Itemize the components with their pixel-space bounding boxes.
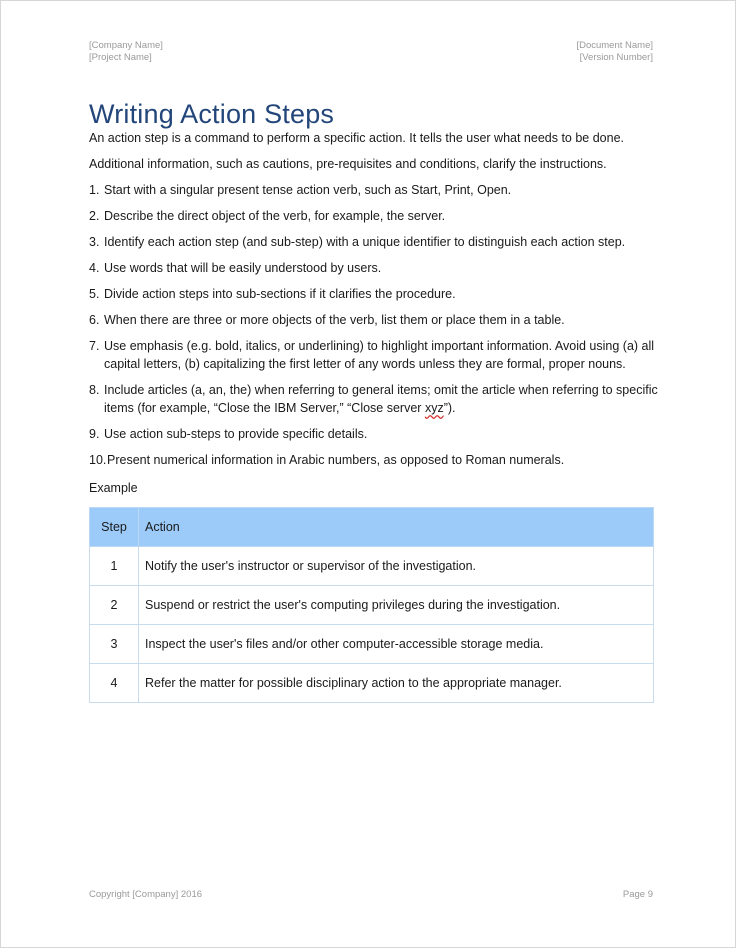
document-name: [Document Name] (576, 40, 653, 51)
list-item (89, 207, 659, 225)
list-item-number: 10. (89, 453, 107, 467)
list-item-text: Identify each action step (and sub-step) with a unique identifier to distinguish each action step. (104, 235, 626, 249)
list-item-number: 8. (89, 383, 100, 397)
list-item-text: Use emphasis (e.g. bold, italics, or underlining) to highlight important information. Avoid using (a) all capital letters, (b) capitalizing the first letter of any words unless they are formal, proper nouns. (104, 339, 655, 371)
intro-paragraph-2: Additional information, such as cautions, pre-requisites and conditions, clarify the instructions. (89, 157, 607, 171)
list-item (89, 233, 659, 251)
company-name: [Company Name] (89, 40, 163, 51)
footer-page-number: Page 9 (622, 889, 653, 900)
list-item-text: Use action sub-steps to provide specific details. (104, 427, 368, 441)
table-row (90, 586, 654, 625)
step-cell: 3 (90, 625, 139, 664)
step-cell: 2 (90, 586, 139, 625)
list-item-text: Start with a singular present tense action verb, such as Start, Print, Open. (104, 183, 512, 197)
action-cell: Notify the user's instructor or supervisor of the investigation. (139, 547, 654, 586)
list-item (89, 451, 659, 469)
misspelled-word: xyz (424, 401, 444, 415)
table-row (90, 664, 654, 703)
action-cell: Inspect the user's files and/or other computer-accessible storage media. (139, 625, 654, 664)
list-item-text-part: Include articles (a, an, the) when referring to general items; omit the article when referring to specific items (for example, “Close the IBM Server,” “Close server (104, 383, 658, 415)
action-cell: Refer the matter for possible disciplinary action to the appropriate manager. (139, 664, 654, 703)
project-name: [Project Name] (89, 52, 152, 63)
list-item-text (104, 381, 659, 417)
step-cell: 4 (90, 664, 139, 703)
list-item-number: 1. (89, 183, 100, 197)
list-item-text: Present numerical information in Arabic numbers, as opposed to Roman numerals. (107, 453, 565, 467)
example-table (89, 507, 654, 703)
example-label: Example (89, 481, 138, 495)
intro-paragraph-1: An action step is a command to perform a specific action. It tells the user what needs to be done. (89, 131, 625, 145)
list-item-text: When there are three or more objects of the verb, list them or place them in a table. (104, 313, 565, 327)
list-item-number: 5. (89, 287, 100, 301)
list-item-number: 7. (89, 339, 100, 353)
list-item (89, 181, 659, 199)
version-number: [Version Number] (579, 52, 653, 63)
list-item (89, 311, 659, 329)
list-item-text: Describe the direct object of the verb, for example, the server. (104, 209, 446, 223)
column-header-action: Action (139, 508, 654, 547)
list-item-number: 6. (89, 313, 100, 327)
table-row (90, 625, 654, 664)
header-left (89, 40, 163, 64)
list-item (89, 285, 659, 303)
action-cell: Suspend or restrict the user's computing privileges during the investigation. (139, 586, 654, 625)
list-item-text: Use words that will be easily understood by users. (104, 261, 382, 275)
action-steps-list (89, 181, 659, 477)
footer-copyright: Copyright [Company] 2016 (89, 889, 203, 900)
step-cell: 1 (90, 547, 139, 586)
list-item-number: 9. (89, 427, 100, 441)
header-right (576, 40, 653, 64)
list-item-number: 3. (89, 235, 100, 249)
list-item-text-part: ”). (443, 401, 456, 415)
table-header-row (90, 508, 654, 547)
list-item-text: Divide action steps into sub-sections if it clarifies the procedure. (104, 287, 456, 301)
list-item (89, 337, 659, 373)
list-item-number: 2. (89, 209, 100, 223)
list-item (89, 259, 659, 277)
list-item (89, 425, 659, 443)
table-row (90, 547, 654, 586)
list-item-number: 4. (89, 261, 100, 275)
column-header-step: Step (90, 508, 139, 547)
list-item (89, 381, 659, 417)
page-title: Writing Action Steps (89, 99, 335, 130)
